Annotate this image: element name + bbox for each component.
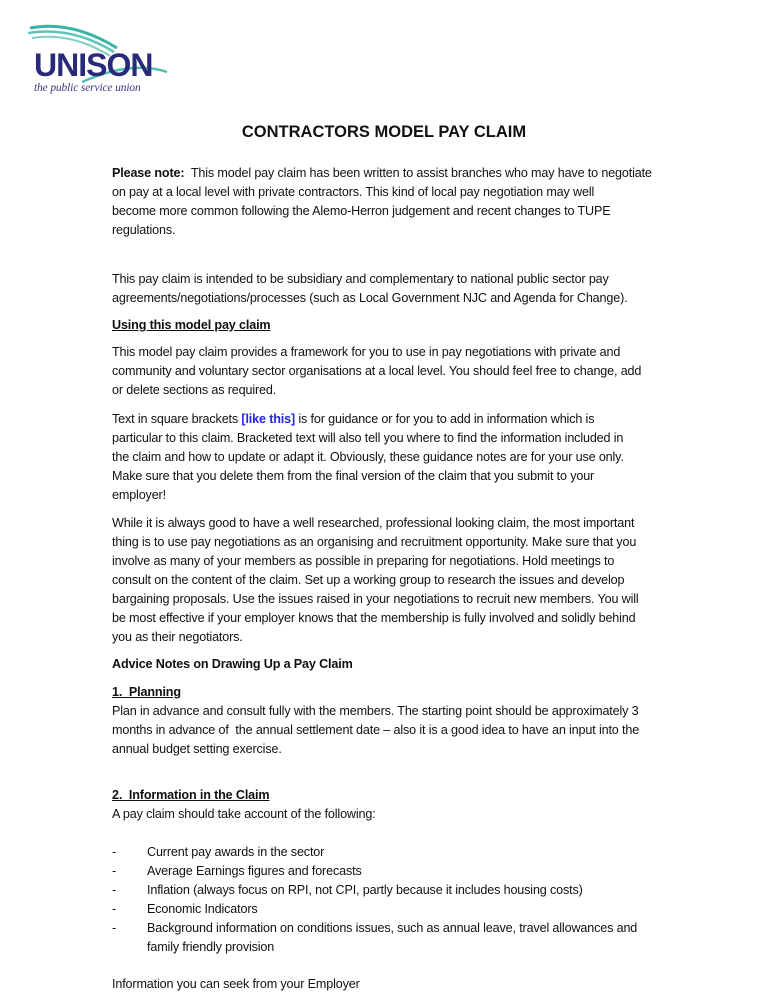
text-line: This model pay claim provides a framework for you to use in pay negotiations with private and — [112, 345, 621, 359]
text-line: you as their negotiators. — [112, 630, 243, 644]
dash-bullet: - — [112, 921, 117, 935]
planning-section — [112, 683, 639, 759]
dash-bullet: - — [112, 864, 117, 878]
text-line: agreements/negotiations/processes (such as Local Government NJC and Agenda for Change). — [112, 291, 628, 305]
note-label: Please note: — [112, 166, 185, 180]
text-line: the claim and how to update or adapt it. Obviously, these guidance notes are for your use only. — [112, 450, 624, 464]
note-paragraph — [112, 164, 652, 240]
text-line: This pay claim is intended to be subsidiary and complementary to national public sector pay — [112, 272, 609, 286]
text-line: annual budget setting exercise. — [112, 742, 282, 756]
svg-text:the public service union: the public service union — [34, 82, 141, 94]
text-line: bargaining proposals. Use the issues raised in your negotiations to recruit new members. You will — [112, 592, 639, 606]
list-item — [112, 881, 672, 900]
text-line: be most effective if your employer knows that the membership is fully involved and solidly behind — [112, 611, 636, 625]
list-item — [112, 843, 672, 862]
scope-paragraph — [112, 270, 628, 308]
list-item-text: Current pay awards in the sector — [147, 845, 325, 859]
section-heading: Advice Notes on Drawing Up a Pay Claim — [112, 657, 353, 671]
information-section — [112, 786, 376, 824]
text-line: months in advance of the annual settlement date – also it is a good idea to have an input into the — [112, 723, 640, 737]
dash-bullet: - — [112, 883, 117, 897]
page-title: CONTRACTORS MODEL PAY CLAIM — [241, 123, 527, 141]
text-line: consult on the content of the claim. Set up a working group to research the issues and develop — [112, 573, 625, 587]
list-item-text: Inflation (always focus on RPI, not CPI, partly because it includes housing costs) — [147, 883, 583, 897]
text-line: involve as many of your members as possible in preparing for negotiations. Hold meetings to — [112, 554, 615, 568]
text-line: Information you can seek from your Employer — [112, 977, 360, 991]
list-item-text: Background information on conditions issues, such as annual leave, travel allowances and — [147, 921, 638, 935]
text-line: A pay claim should take account of the following: — [112, 807, 376, 821]
text-line: Make sure that you delete them from the final version of the claim that you submit to your — [112, 469, 595, 483]
list-item — [112, 919, 672, 957]
section-heading: Using this model pay claim — [112, 318, 271, 332]
text-line: or delete sections as required. — [112, 383, 277, 397]
text-span: Text in square brackets — [112, 412, 242, 426]
text-line: particular to this claim. Bracketed text will also tell you where to find the information included in — [112, 431, 624, 445]
list-item-text: Average Earnings figures and forecasts — [147, 864, 362, 878]
bracket-example: [like this] — [241, 412, 296, 426]
svg-text:UNISON: UNISON — [34, 47, 153, 83]
text-line: regulations. — [112, 223, 176, 237]
text-line: become more common following the Alemo-Herron judgement and recent changes to TUPE — [112, 204, 611, 218]
dash-bullet: - — [112, 845, 117, 859]
text-line: employer! — [112, 488, 166, 502]
organising-paragraph — [112, 514, 639, 647]
unison-logo — [22, 20, 172, 95]
list-item — [112, 862, 672, 881]
text-line: While it is always good to have a well researched, professional looking claim, the most important — [112, 516, 635, 530]
text-line: This model pay claim has been written to assist branches who may have to negotiate — [184, 166, 652, 180]
dash-bullet: - — [112, 902, 117, 916]
list-item-text: family friendly provision — [147, 940, 275, 954]
planning-heading: 1. Planning — [112, 685, 181, 699]
text-span: is for guidance or for you to add in information which is — [295, 412, 595, 426]
text-line: on pay at a local level with private contractors. This kind of local pay negotiation may well — [112, 185, 595, 199]
text-line: community and voluntary sector organisations at a local level. You should feel free to change, add — [112, 364, 642, 378]
text-line: thing is to use pay negotiations as an organising and recruitment opportunity. Make sure that you — [112, 535, 637, 549]
text-line: Plan in advance and consult fully with the members. The starting point should be approximately 3 — [112, 704, 639, 718]
information-heading: 2. Information in the Claim — [112, 788, 270, 802]
framework-paragraph — [112, 343, 641, 400]
information-list — [112, 843, 672, 963]
list-item-text: Economic Indicators — [147, 902, 258, 916]
brackets-paragraph — [112, 410, 624, 505]
list-item — [112, 900, 672, 919]
